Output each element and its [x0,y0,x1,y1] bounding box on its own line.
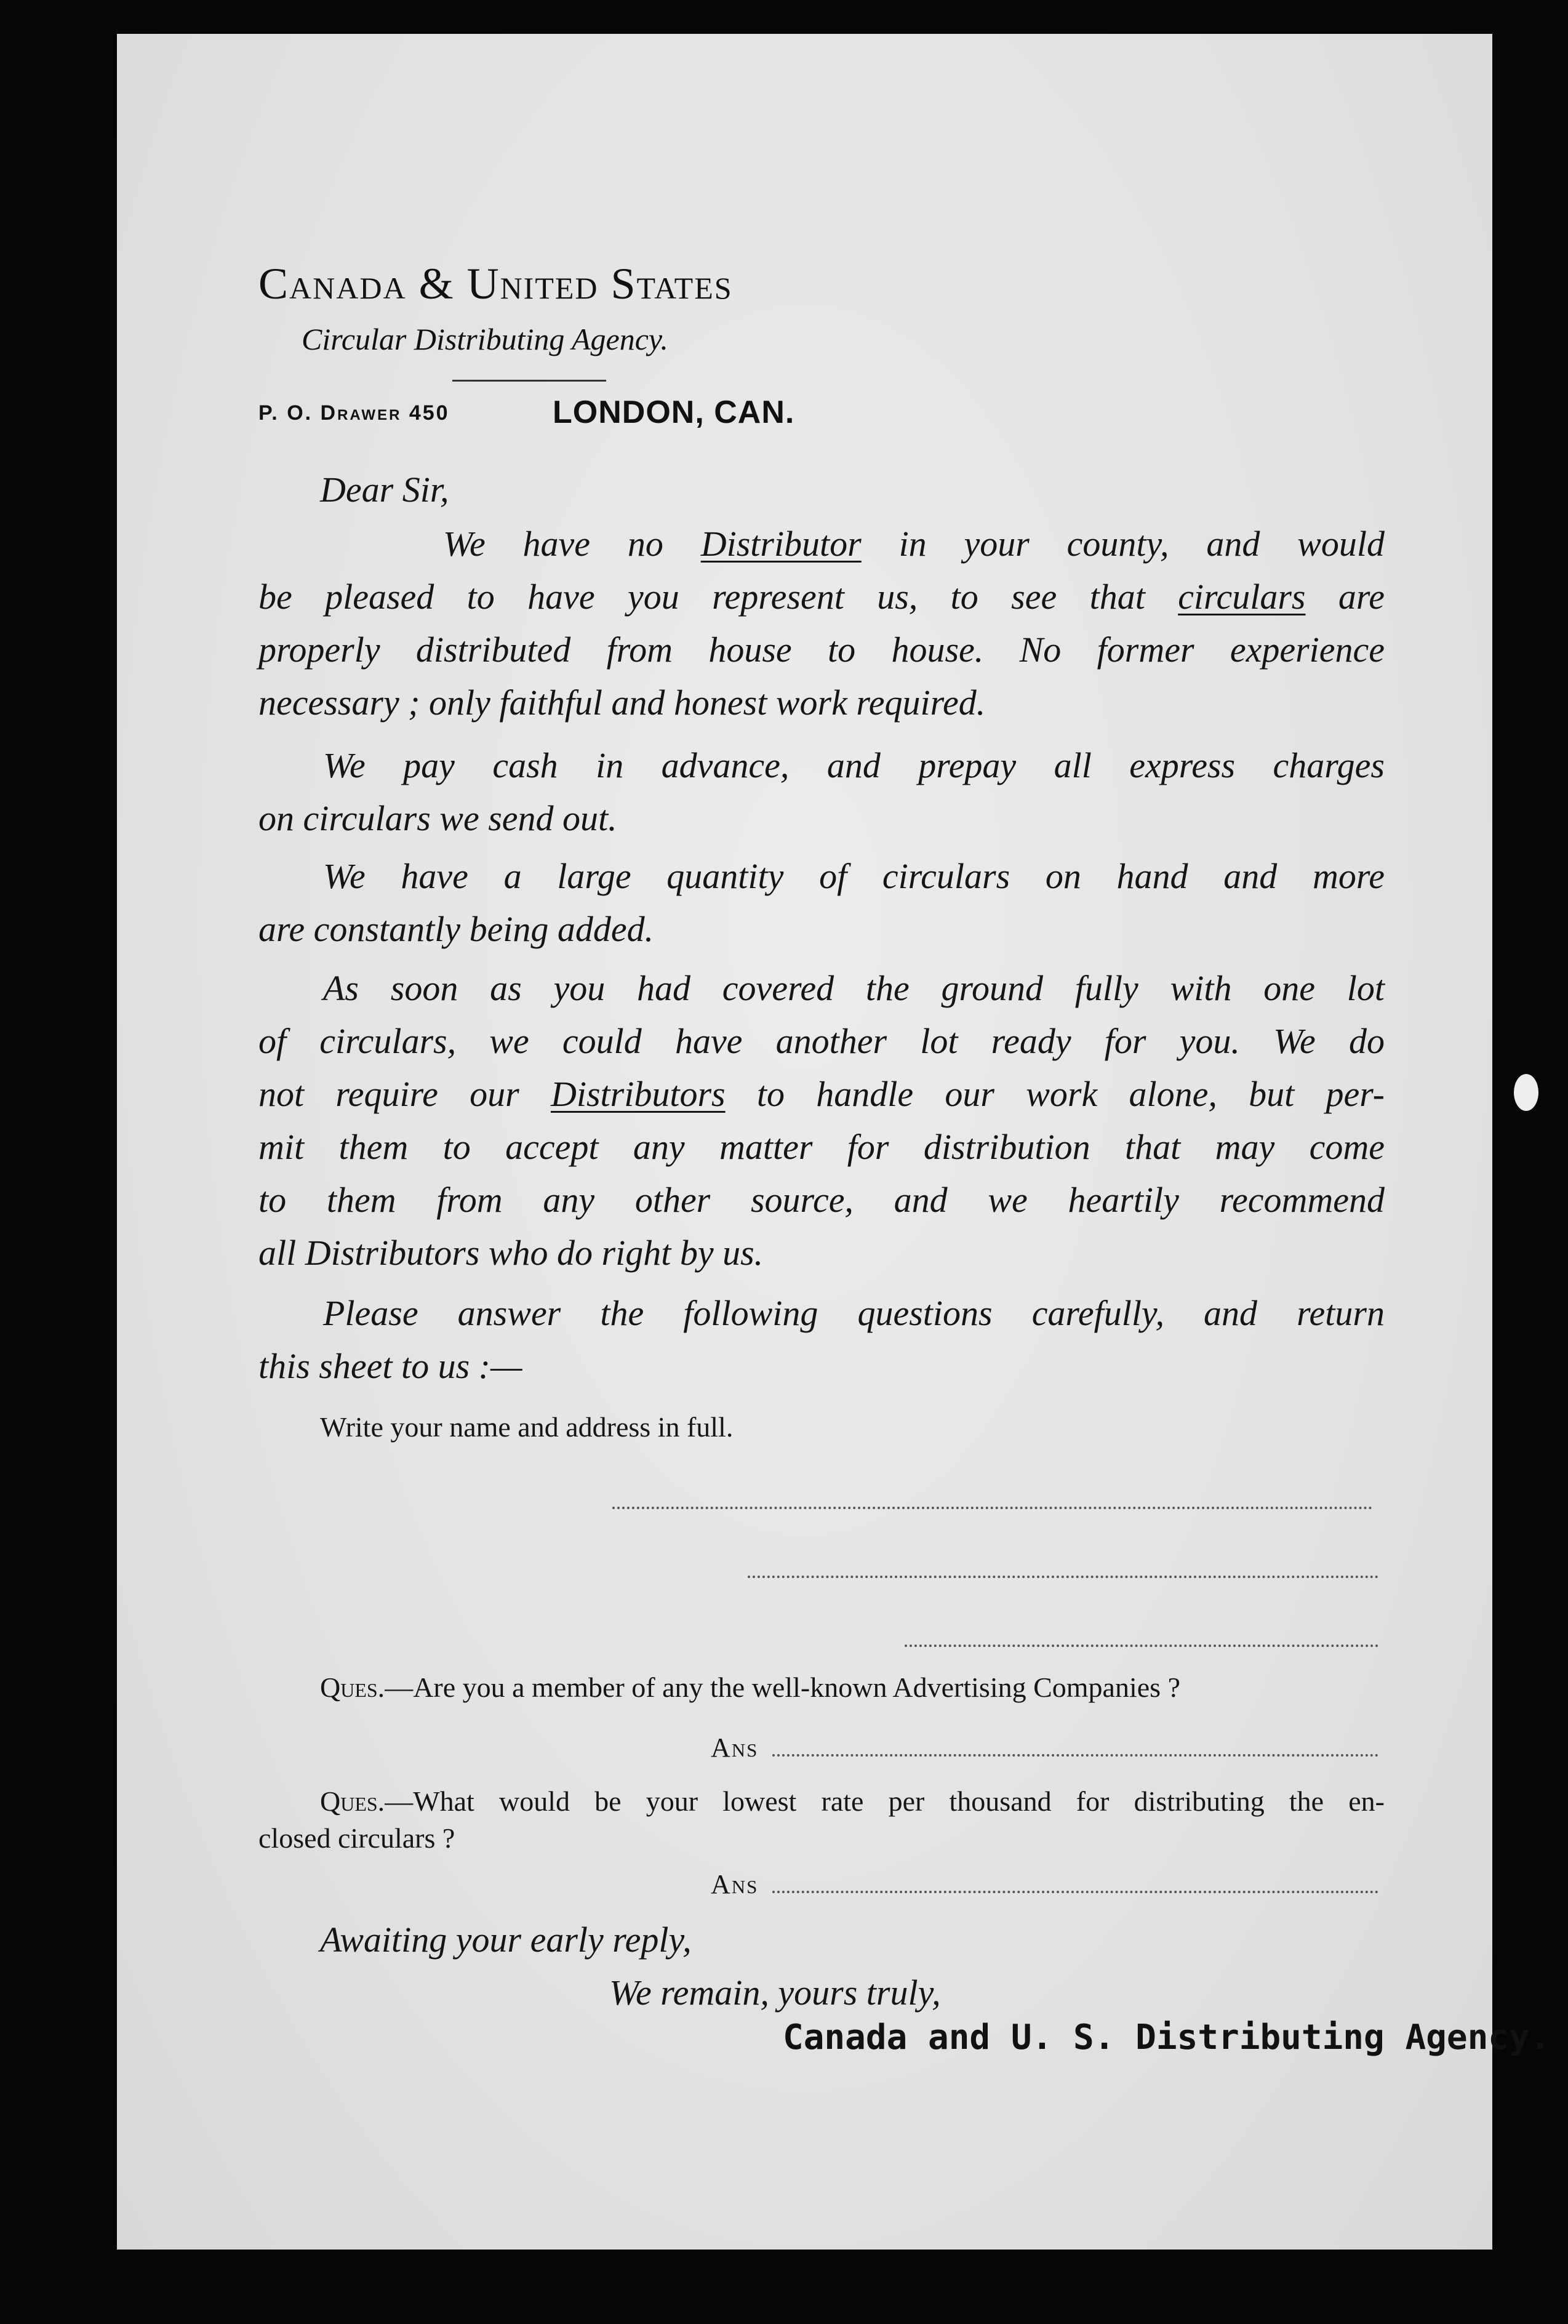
question-text: —Are you a member of any the well-known Advertising Companies ? [385,1672,1180,1703]
paragraph-4-line-3 [258,1073,1385,1115]
answer-2-label: Ans [711,1869,759,1899]
closing-line-2: We remain, yours truly, [609,1973,941,2013]
paragraph-5-line-1: Please answer the following questions carefully, and return [323,1293,1385,1333]
question-2-line-2: closed circulars ? [258,1822,455,1854]
paragraph-3-line-1: We have a large quantity of circulars on hand and more [323,856,1385,896]
paragraph-1-line-1 [443,523,1385,564]
paragraph-3-line-2: are constantly being added. [258,909,654,949]
letterhead-title: Canada & United States [258,259,733,308]
text-segment: are [1305,577,1385,617]
signature-agency-name: Canada and U. S. Distributing Agency. [783,2017,1551,2058]
answer-1-label: Ans [711,1733,759,1763]
letterhead-city: LONDON, CAN. [553,395,795,430]
name-address-prompt: Write your name and address in full. [320,1411,734,1443]
paragraph-4-line-6: all Distributors who do right by us. [258,1233,764,1273]
text-segment: be pleased to have you represent us, to see that [258,577,1178,617]
answer-1-line[interactable] [772,1754,1378,1757]
paragraph-4-line-5: to them from any other source, and we heartily recommend [258,1180,1385,1220]
paragraph-4-line-4: mit them to accept any matter for distribution that may come [258,1127,1385,1167]
underlined-word: Distributors [550,1074,726,1114]
question-label: Ques. [320,1672,385,1703]
letterhead-po-drawer: P. O. Drawer 450 [258,401,450,425]
question-text: —What would be your lowest rate per thousand for distributing the en- [385,1785,1385,1817]
answer-2-line[interactable] [772,1891,1378,1893]
address-line-2[interactable] [748,1576,1378,1578]
closing-line-1: Awaiting your early reply, [320,1920,692,1960]
underlined-word: Distributor [700,524,862,564]
underlined-word: circulars [1178,577,1306,617]
salutation: Dear Sir, [320,470,449,510]
paper-damage-spot [1514,1074,1538,1111]
text-segment: to handle our work alone, but per- [725,1074,1385,1114]
question-label: Ques. [320,1785,385,1817]
name-line-1[interactable] [612,1507,1372,1509]
paragraph-1-line-3: properly distributed from house to house. No former experience [258,630,1385,670]
address-line-3[interactable] [905,1645,1378,1647]
question-1 [320,1671,1180,1704]
paragraph-5-line-2: this sheet to us :— [258,1346,522,1386]
paragraph-1-line-4: necessary ; only faithful and honest work required. [258,683,986,723]
text-segment: not require our [258,1074,551,1114]
question-2-line-1 [320,1785,1385,1817]
paragraph-4-line-2: of circulars, we could have another lot ready for you. We do [258,1021,1385,1061]
letterhead-rule [452,380,606,382]
paragraph-4-line-1: As soon as you had covered the ground fully with one lot [323,968,1385,1008]
text-segment: We have no [443,524,701,564]
paragraph-1-line-2 [258,576,1385,617]
paragraph-2-line-2: on circulars we send out. [258,798,617,838]
paragraph-2-line-1: We pay cash in advance, and prepay all express charges [323,745,1385,785]
letterhead-subtitle: Circular Distributing Agency. [302,322,668,356]
text-segment: in your county, and would [861,524,1385,564]
